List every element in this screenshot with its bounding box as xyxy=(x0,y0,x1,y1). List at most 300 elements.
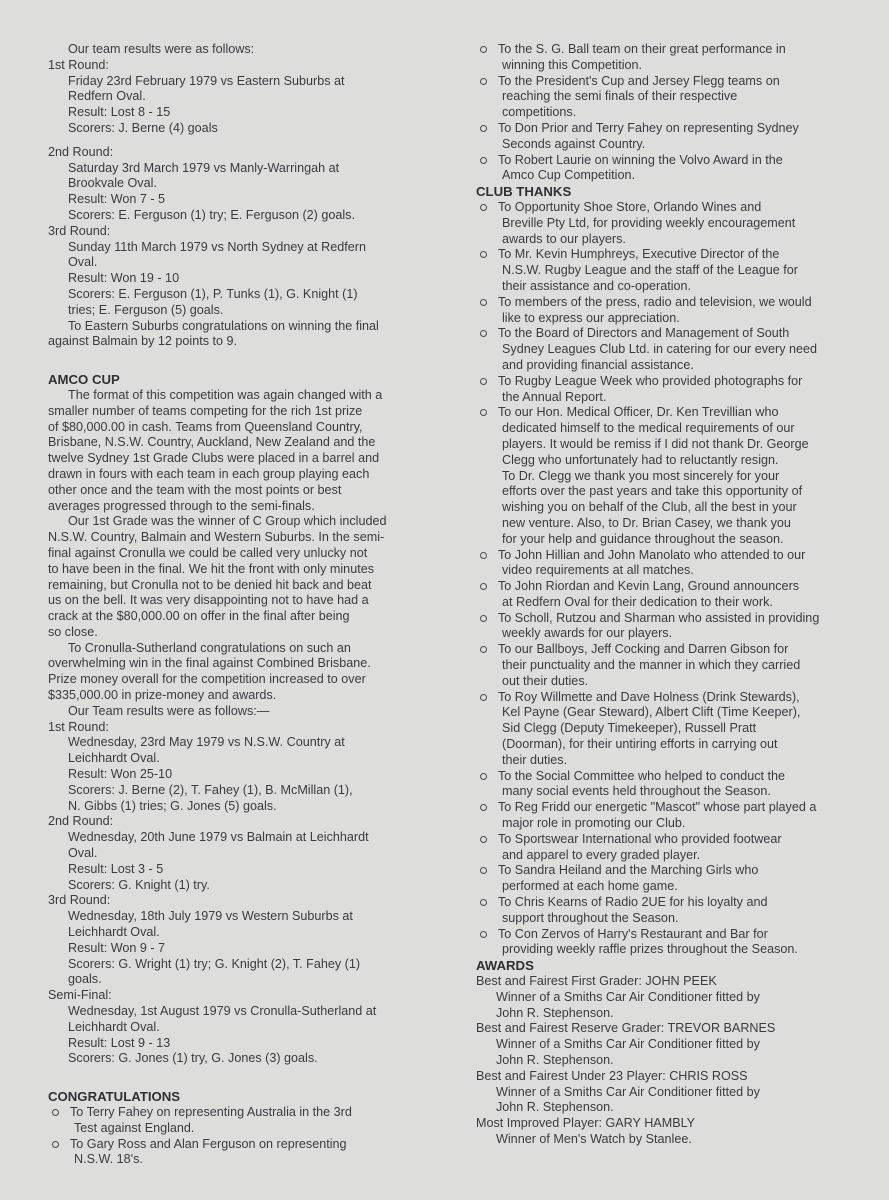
text-line xyxy=(48,656,453,672)
text-line xyxy=(476,721,871,737)
text-line xyxy=(48,240,453,256)
bullet-circle-icon xyxy=(480,409,487,416)
line-text: The format of this competition was again changed with a xyxy=(68,387,383,402)
line-text: performed at each home game. xyxy=(502,879,678,894)
line-text: To Rugby League Week who provided photographs for xyxy=(498,373,803,388)
line-text: 3rd Round: xyxy=(48,893,111,908)
text-line xyxy=(476,279,871,295)
line-text: N. Gibbs (1) tries; G. Jones (5) goals. xyxy=(68,798,277,813)
text-line xyxy=(476,1021,871,1037)
text-line xyxy=(476,469,871,485)
text-line xyxy=(48,972,453,988)
text-line xyxy=(48,988,453,1004)
text-line xyxy=(48,287,453,303)
line-text: support throughout the Season. xyxy=(502,910,679,925)
line-text: out their duties. xyxy=(502,673,589,688)
line-text: Kel Payne (Gear Steward), Albert Clift (Time Keeper), xyxy=(502,705,801,720)
line-text: Redfern Oval. xyxy=(68,89,146,104)
line-text: Scorers: G. Wright (1) try; G. Knight (2), T. Fahey (1) xyxy=(68,956,361,971)
bullet-circle-icon xyxy=(480,804,487,811)
line-text: Scorers: G. Knight (1) try. xyxy=(68,877,210,892)
bullet-circle-icon xyxy=(480,78,487,85)
text-line xyxy=(476,1037,871,1053)
line-text: John R. Stephenson. xyxy=(496,1100,614,1115)
text-line xyxy=(48,735,453,751)
line-text: for your help and guidance throughout the season. xyxy=(502,531,784,546)
bullet-item xyxy=(476,642,871,658)
line-text: Our 1st Grade was the winner of C Group which included xyxy=(68,514,387,529)
text-line xyxy=(48,625,453,641)
text-line xyxy=(476,1069,871,1085)
text-line xyxy=(476,1116,871,1132)
text-line xyxy=(48,830,453,846)
line-text: Result: Won 19 - 10 xyxy=(68,271,180,286)
text-line xyxy=(48,271,453,287)
line-text: so close. xyxy=(48,624,98,639)
text-line xyxy=(48,1036,453,1052)
text-line xyxy=(48,1004,453,1020)
bullet-item xyxy=(476,42,871,58)
line-text: To the Social Committee who helped to conduct the xyxy=(498,768,786,783)
line-text: 2nd Round: xyxy=(48,144,114,159)
text-line xyxy=(48,530,453,546)
text-line xyxy=(48,846,453,862)
line-text: remaining, but Cronulla not to be denied hit back and beat xyxy=(48,577,372,592)
line-text: CONGRATULATIONS xyxy=(48,1089,181,1105)
line-text: Saturday 3rd March 1979 vs Manly-Warringah at xyxy=(68,160,340,175)
bullet-circle-icon xyxy=(480,899,487,906)
bullet-circle-icon xyxy=(52,1141,59,1148)
text-line xyxy=(476,58,871,74)
bullet-circle-icon xyxy=(480,552,487,559)
text-line xyxy=(48,925,453,941)
line-text: like to express our appreciation. xyxy=(502,310,680,325)
line-text: Brookvale Oval. xyxy=(68,176,157,191)
bullet-circle-icon xyxy=(480,694,487,701)
bullet-circle-icon xyxy=(480,583,487,590)
text-line xyxy=(48,609,453,625)
line-text: tries; E. Ferguson (5) goals. xyxy=(68,302,224,317)
line-text: Scorers: E. Ferguson (1), P. Tunks (1), G. Knight (1) xyxy=(68,286,358,301)
line-text: Best and Fairest First Grader: JOHN PEEK xyxy=(476,974,717,989)
bullet-circle-icon xyxy=(52,1109,59,1116)
bullet-circle-icon xyxy=(480,251,487,258)
line-text: Our team results were as follows: xyxy=(68,42,255,56)
bullet-item xyxy=(476,247,871,263)
line-text: Sydney Leagues Club Ltd. in catering for our every need xyxy=(502,342,818,357)
spacer xyxy=(48,137,453,145)
bullet-item xyxy=(476,374,871,390)
line-text: To our Hon. Medical Officer, Dr. Ken Trevillian who xyxy=(498,405,779,420)
line-text: To John Riordan and Kevin Lang, Ground announcers xyxy=(498,579,800,594)
bullet-item xyxy=(476,295,871,311)
text-line xyxy=(48,388,453,404)
line-text: many social events held throughout the Season. xyxy=(502,784,771,799)
text-line xyxy=(476,1100,871,1116)
text-line xyxy=(476,232,871,248)
line-text: AWARDS xyxy=(476,958,534,974)
text-line xyxy=(476,263,871,279)
text-line xyxy=(48,121,453,137)
bullet-item xyxy=(476,548,871,564)
text-line xyxy=(476,626,871,642)
line-text: To Gary Ross and Alan Ferguson on representing xyxy=(70,1136,347,1151)
text-line xyxy=(48,893,453,909)
bullet-item xyxy=(476,832,871,848)
bullet-circle-icon xyxy=(480,836,487,843)
text-line xyxy=(48,767,453,783)
line-text: competitions. xyxy=(502,105,577,120)
bullet-circle-icon xyxy=(480,378,487,385)
line-text: To Roy Willmette and Dave Holness (Drink Stewards), xyxy=(498,689,800,704)
text-line xyxy=(476,563,871,579)
text-line xyxy=(476,658,871,674)
line-text: To John Hillian and John Manolato who attended to our xyxy=(498,547,806,562)
line-text: Leichhardt Oval. xyxy=(68,751,160,766)
line-text: their punctuality and the manner in which they carried xyxy=(502,658,801,673)
bullet-circle-icon xyxy=(480,646,487,653)
spacer xyxy=(48,1067,453,1089)
line-text: N.S.W. 18's. xyxy=(74,1152,143,1167)
line-text: winning this Competition. xyxy=(502,57,643,72)
line-text: Leichhardt Oval. xyxy=(68,925,160,940)
line-text: Semi-Final: xyxy=(48,988,112,1003)
line-text: Oval. xyxy=(68,846,98,861)
bullet-item xyxy=(476,153,871,169)
line-text: video requirements at all matches. xyxy=(502,563,694,578)
bullet-circle-icon xyxy=(480,773,487,780)
text-line xyxy=(48,941,453,957)
text-line xyxy=(48,909,453,925)
line-text: other once and the team with the most points or best xyxy=(48,482,342,497)
text-line xyxy=(48,208,453,224)
line-text: Oval. xyxy=(68,255,98,270)
text-line xyxy=(48,319,453,335)
text-line xyxy=(476,390,871,406)
line-text: Wednesday, 23rd May 1979 vs N.S.W. Country at xyxy=(68,735,345,750)
line-text: 1st Round: xyxy=(48,719,109,734)
bullet-item xyxy=(476,121,871,137)
text-line xyxy=(476,990,871,1006)
line-text: Clegg who unfortunately had to reluctantly resign. xyxy=(502,452,779,467)
line-text: Result: Won 25-10 xyxy=(68,767,173,782)
line-text: Winner of a Smiths Car Air Conditioner fitted by xyxy=(496,1084,760,1099)
text-line xyxy=(476,784,871,800)
line-text: To Robert Laurie on winning the Volvo Award in the xyxy=(498,152,783,167)
text-line xyxy=(48,814,453,830)
line-text: Breville Pty Ltd, for providing weekly encouragement xyxy=(502,215,796,230)
line-text: Scorers: E. Ferguson (1) try; E. Ferguson (2) goals. xyxy=(68,207,355,222)
text-line xyxy=(476,911,871,927)
line-text: To the S. G. Ball team on their great performance in xyxy=(498,42,786,56)
text-line xyxy=(48,593,453,609)
line-text: of $80,000.00 in cash. Teams from Queensland Country, xyxy=(48,419,363,434)
line-text: wishing you on behalf of the Club, all the best in your xyxy=(502,500,797,515)
text-line xyxy=(48,435,453,451)
text-line xyxy=(476,532,871,548)
line-text: N.S.W. Country, Balmain and Western Suburbs. In the semi- xyxy=(48,530,385,545)
line-text: their assistance and co-operation. xyxy=(502,278,692,293)
right-column xyxy=(476,42,871,1148)
text-line xyxy=(48,192,453,208)
line-text: Friday 23rd February 1979 vs Eastern Suburbs at xyxy=(68,73,345,88)
text-line xyxy=(48,562,453,578)
text-line xyxy=(476,500,871,516)
bullet-circle-icon xyxy=(480,299,487,306)
text-line xyxy=(48,303,453,319)
line-text: Result: Lost 3 - 5 xyxy=(68,861,164,876)
line-text: 3rd Round: xyxy=(48,223,111,238)
line-text: overwhelming win in the final against Combined Brisbane. xyxy=(48,656,371,671)
line-text: Result: Lost 8 - 15 xyxy=(68,105,171,120)
bullet-item xyxy=(476,579,871,595)
line-text: major role in promoting our Club. xyxy=(502,816,686,831)
bullet-item xyxy=(476,800,871,816)
bullet-circle-icon xyxy=(480,125,487,132)
line-text: To Terry Fahey on representing Australia in the 3rd xyxy=(70,1105,352,1119)
text-line xyxy=(48,1152,453,1168)
line-text: Wednesday, 18th July 1979 vs Western Suburbs at xyxy=(68,909,353,924)
bullet-item xyxy=(476,200,871,216)
text-line xyxy=(476,484,871,500)
bullet-item xyxy=(476,690,871,706)
line-text: Scorers: G. Jones (1) try, G. Jones (3) goals. xyxy=(68,1051,318,1066)
text-line xyxy=(476,1006,871,1022)
line-text: Winner of Men's Watch by Stanlee. xyxy=(496,1131,692,1146)
text-line xyxy=(48,1051,453,1067)
line-text: Sunday 11th March 1979 vs North Sydney at Redfern xyxy=(68,239,366,254)
line-text: and apparel to every graded player. xyxy=(502,847,701,862)
bullet-item xyxy=(476,895,871,911)
line-text: To Dr. Clegg we thank you most sincerely for your xyxy=(502,468,780,483)
line-text: new venture. Also, to Dr. Brian Casey, we thank you xyxy=(502,515,791,530)
line-text: dedicated himself to the medical requirements of our xyxy=(502,421,795,436)
line-text: averages progressed through to the semi-finals. xyxy=(48,498,315,513)
text-line xyxy=(48,58,453,74)
text-line xyxy=(476,1053,871,1069)
line-text: goals. xyxy=(68,972,102,987)
line-text: Prize money overall for the competition increased to over xyxy=(48,672,366,687)
text-line xyxy=(48,751,453,767)
line-text: John R. Stephenson. xyxy=(496,1053,614,1067)
text-line xyxy=(476,342,871,358)
line-text: To the Board of Directors and Management of South xyxy=(498,326,790,341)
text-line xyxy=(48,672,453,688)
line-text: To Con Zervos of Harry's Restaurant and Bar for xyxy=(498,926,768,941)
text-line xyxy=(48,1020,453,1036)
text-line xyxy=(48,89,453,105)
text-line xyxy=(48,957,453,973)
text-line xyxy=(476,453,871,469)
text-line xyxy=(476,421,871,437)
text-line xyxy=(476,216,871,232)
bullet-circle-icon xyxy=(480,204,487,211)
text-line xyxy=(48,451,453,467)
line-text: twelve Sydney 1st Grade Clubs were placed in a barrel and xyxy=(48,451,380,466)
line-text: To Chris Kearns of Radio 2UE for his loyalty and xyxy=(498,895,768,910)
line-text: To Reg Fridd our energetic "Mascot" whose part played a xyxy=(498,800,817,815)
line-text: against Balmain by 12 points to 9. xyxy=(48,334,238,349)
bullet-circle-icon xyxy=(480,615,487,622)
line-text: efforts over the past years and take this opportunity of xyxy=(502,484,803,499)
text-line xyxy=(48,688,453,704)
line-text: Most Improved Player: GARY HAMBLY xyxy=(476,1116,696,1131)
line-text: Best and Fairest Reserve Grader: TREVOR BARNES xyxy=(476,1021,776,1036)
bullet-circle-icon xyxy=(480,867,487,874)
text-line xyxy=(476,1132,871,1148)
line-text: their duties. xyxy=(502,752,568,767)
line-text: Our Team results were as follows:— xyxy=(68,703,270,718)
text-line xyxy=(476,168,871,184)
bullet-item xyxy=(476,611,871,627)
line-text: us on the bell. It was very disappointing not to have had a xyxy=(48,593,369,608)
bullet-circle-icon xyxy=(480,330,487,337)
text-line xyxy=(476,105,871,121)
section-heading xyxy=(476,958,871,974)
line-text: the Annual Report. xyxy=(502,389,607,404)
text-line xyxy=(48,578,453,594)
spacer xyxy=(48,350,453,372)
text-line xyxy=(476,137,871,153)
text-line xyxy=(48,720,453,736)
text-line xyxy=(48,799,453,815)
line-text: Scorers: J. Berne (2), T. Fahey (1), B. McMillan (1), xyxy=(68,782,353,797)
bullet-circle-icon xyxy=(480,46,487,53)
line-text: Best and Fairest Under 23 Player: CHRIS ROSS xyxy=(476,1068,748,1083)
line-text: 1st Round: xyxy=(48,57,109,72)
text-line xyxy=(476,674,871,690)
line-text: To Sportswear International who provided footwear xyxy=(498,831,782,846)
line-text: Winner of a Smiths Car Air Conditioner fitted by xyxy=(496,1037,760,1052)
text-line xyxy=(476,753,871,769)
text-line xyxy=(48,499,453,515)
line-text: Wednesday, 1st August 1979 vs Cronulla-Sutherland at xyxy=(68,1004,377,1019)
line-text: awards to our players. xyxy=(502,231,626,246)
line-text: To Mr. Kevin Humphreys, Executive Director of the xyxy=(498,247,780,262)
text-line xyxy=(476,942,871,958)
line-text: To our Ballboys, Jeff Cocking and Darren Gibson for xyxy=(498,642,789,657)
line-text: Scorers: J. Berne (4) goals xyxy=(68,120,218,135)
bullet-item xyxy=(476,927,871,943)
text-line xyxy=(48,74,453,90)
bullet-item xyxy=(48,1105,453,1121)
line-text: weekly awards for our players. xyxy=(502,626,673,641)
line-text: To Sandra Heiland and the Marching Girls who xyxy=(498,863,759,878)
text-line xyxy=(48,878,453,894)
line-text: reaching the semi finals of their respective xyxy=(502,89,738,104)
text-line xyxy=(48,420,453,436)
line-text: To Cronulla-Sutherland congratulations on such an xyxy=(68,640,351,655)
text-line xyxy=(48,161,453,177)
section-heading xyxy=(476,184,871,200)
text-line xyxy=(48,255,453,271)
text-line xyxy=(48,224,453,240)
text-line xyxy=(476,705,871,721)
text-line xyxy=(476,1085,871,1101)
text-line xyxy=(476,848,871,864)
text-line xyxy=(476,816,871,832)
line-text: AMCO CUP xyxy=(48,372,120,388)
text-line xyxy=(48,641,453,657)
bullet-item xyxy=(476,769,871,785)
bullet-circle-icon xyxy=(480,157,487,164)
bullet-item xyxy=(476,326,871,342)
line-text: Brisbane, N.S.W. Country, Auckland, New Zealand and the xyxy=(48,435,376,450)
line-text: crack at the $80,000.00 on offer in the final after being xyxy=(48,609,350,624)
line-text: and providing financial assistance. xyxy=(502,357,694,372)
line-text: N.S.W. Rugby League and the staff of the League for xyxy=(502,263,798,278)
line-text: to have been in the final. We hit the front with only minutes xyxy=(48,561,374,576)
text-line xyxy=(476,516,871,532)
line-text: Result: Won 9 - 7 xyxy=(68,940,166,955)
line-text: Sid Clegg (Deputy Timekeeper), Russell Pratt xyxy=(502,721,757,736)
bullet-item xyxy=(48,1137,453,1153)
line-text: Winner of a Smiths Car Air Conditioner fitted by xyxy=(496,989,760,1004)
text-line xyxy=(48,1121,453,1137)
line-text: providing weekly raffle prizes throughout the Season. xyxy=(502,942,798,957)
text-line xyxy=(48,404,453,420)
line-text: To Don Prior and Terry Fahey on representing Sydney xyxy=(498,120,799,135)
text-line xyxy=(48,334,453,350)
line-text: Seconds against Country. xyxy=(502,136,646,151)
text-line xyxy=(48,514,453,530)
line-text: Wednesday, 20th June 1979 vs Balmain at Leichhardt xyxy=(68,830,369,845)
bullet-circle-icon xyxy=(480,931,487,938)
text-line xyxy=(48,704,453,720)
line-text: $335,000.00 in prize-money and awards. xyxy=(48,688,277,703)
line-text: Amco Cup Competition. xyxy=(502,168,635,183)
line-text: To Eastern Suburbs congratulations on winning the final xyxy=(68,318,379,333)
line-text: smaller number of teams competing for the rich 1st prize xyxy=(48,403,363,418)
text-line xyxy=(48,783,453,799)
line-text: (Doorman), for their untiring efforts in carrying out xyxy=(502,737,778,752)
line-text: players. It would be remiss if I did not thank Dr. George xyxy=(502,436,809,451)
line-text: Leichhardt Oval. xyxy=(68,1019,160,1034)
text-line xyxy=(48,145,453,161)
line-text: final against Cronulla we could be called very unlucky not xyxy=(48,545,368,560)
text-line xyxy=(48,483,453,499)
left-column xyxy=(48,42,453,1168)
text-line xyxy=(48,546,453,562)
line-text: To members of the press, radio and television, we would xyxy=(498,294,812,309)
line-text: To the President's Cup and Jersey Flegg teams on xyxy=(498,73,780,88)
text-line xyxy=(48,862,453,878)
line-text: Test against England. xyxy=(74,1120,195,1135)
bullet-item xyxy=(476,74,871,90)
text-line xyxy=(48,467,453,483)
text-line xyxy=(476,358,871,374)
text-line xyxy=(476,311,871,327)
line-text: To Opportunity Shoe Store, Orlando Wines and xyxy=(498,199,762,214)
line-text: Result: Won 7 - 5 xyxy=(68,192,166,207)
line-text: at Redfern Oval for their dedication to their work. xyxy=(502,594,773,609)
text-line xyxy=(48,42,453,58)
text-line xyxy=(476,89,871,105)
line-text: John R. Stephenson. xyxy=(496,1005,614,1020)
section-heading xyxy=(48,1089,453,1105)
line-text: Result: Lost 9 - 13 xyxy=(68,1035,171,1050)
text-line xyxy=(48,176,453,192)
bullet-item xyxy=(476,863,871,879)
line-text: 2nd Round: xyxy=(48,814,114,829)
text-line xyxy=(476,437,871,453)
line-text: CLUB THANKS xyxy=(476,184,572,200)
bullet-item xyxy=(476,405,871,421)
line-text: To Scholl, Rutzou and Sharman who assisted in providing xyxy=(498,610,820,625)
text-line xyxy=(476,595,871,611)
text-line xyxy=(476,737,871,753)
text-line xyxy=(48,105,453,121)
